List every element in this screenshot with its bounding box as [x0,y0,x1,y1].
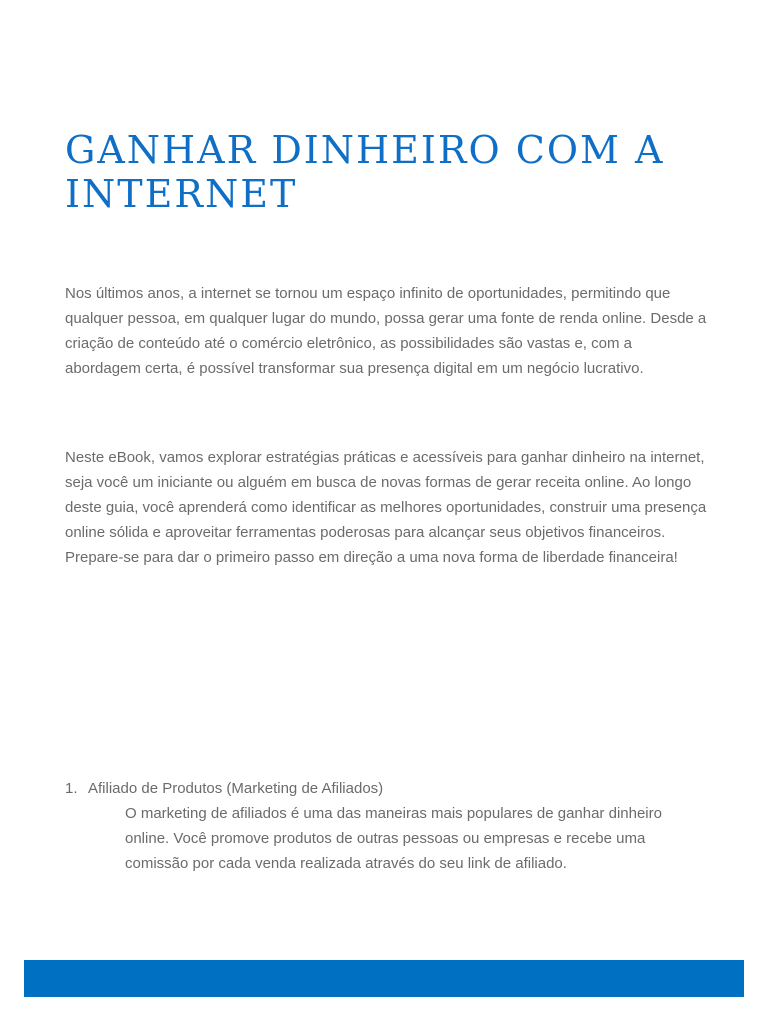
footer-bar [24,960,744,997]
list-item [65,776,705,876]
intro-paragraph: Nos últimos anos, a internet se tornou um espaço infinito de oportunidades, permitindo que qualquer pessoa, em qualquer lugar do mundo, possa gerar uma fonte de renda online. Desde a criação de conteúdo até o comércio eletrônico, as possibilidades são vastas e, com a abordagem certa, é possível transformar sua presença digital em um negócio lucrativo. [65,285,707,377]
list-item-number: 1. [65,780,78,797]
ebook-paragraph: Neste eBook, vamos explorar estratégias práticas e acessíveis para ganhar dinheiro na internet, seja você um iniciante ou alguém em busca de novas formas de gerar receita online. Ao longo deste guia, você aprenderá como identificar as melhores oportunidades, construir uma presença online sólida e aproveitar ferramentas poderosas para alcançar seus objetivos financeiros. Prepare-se para dar o primeiro passo em direção a uma nova forma de liberdade financeira! [65,449,707,566]
strategy-list [65,776,705,876]
page-title: GANHAR DINHEIRO COM A INTERNET [65,128,665,216]
list-item-heading: Afiliado de Produtos (Marketing de Afiliados) [88,780,384,797]
list-item-body: O marketing de afiliados é uma das maneiras mais populares de ganhar dinheiro online. Você promove produtos de outras pessoas ou empresas e recebe uma comissão por cada venda realizada através do seu link de afiliado. [125,805,662,872]
